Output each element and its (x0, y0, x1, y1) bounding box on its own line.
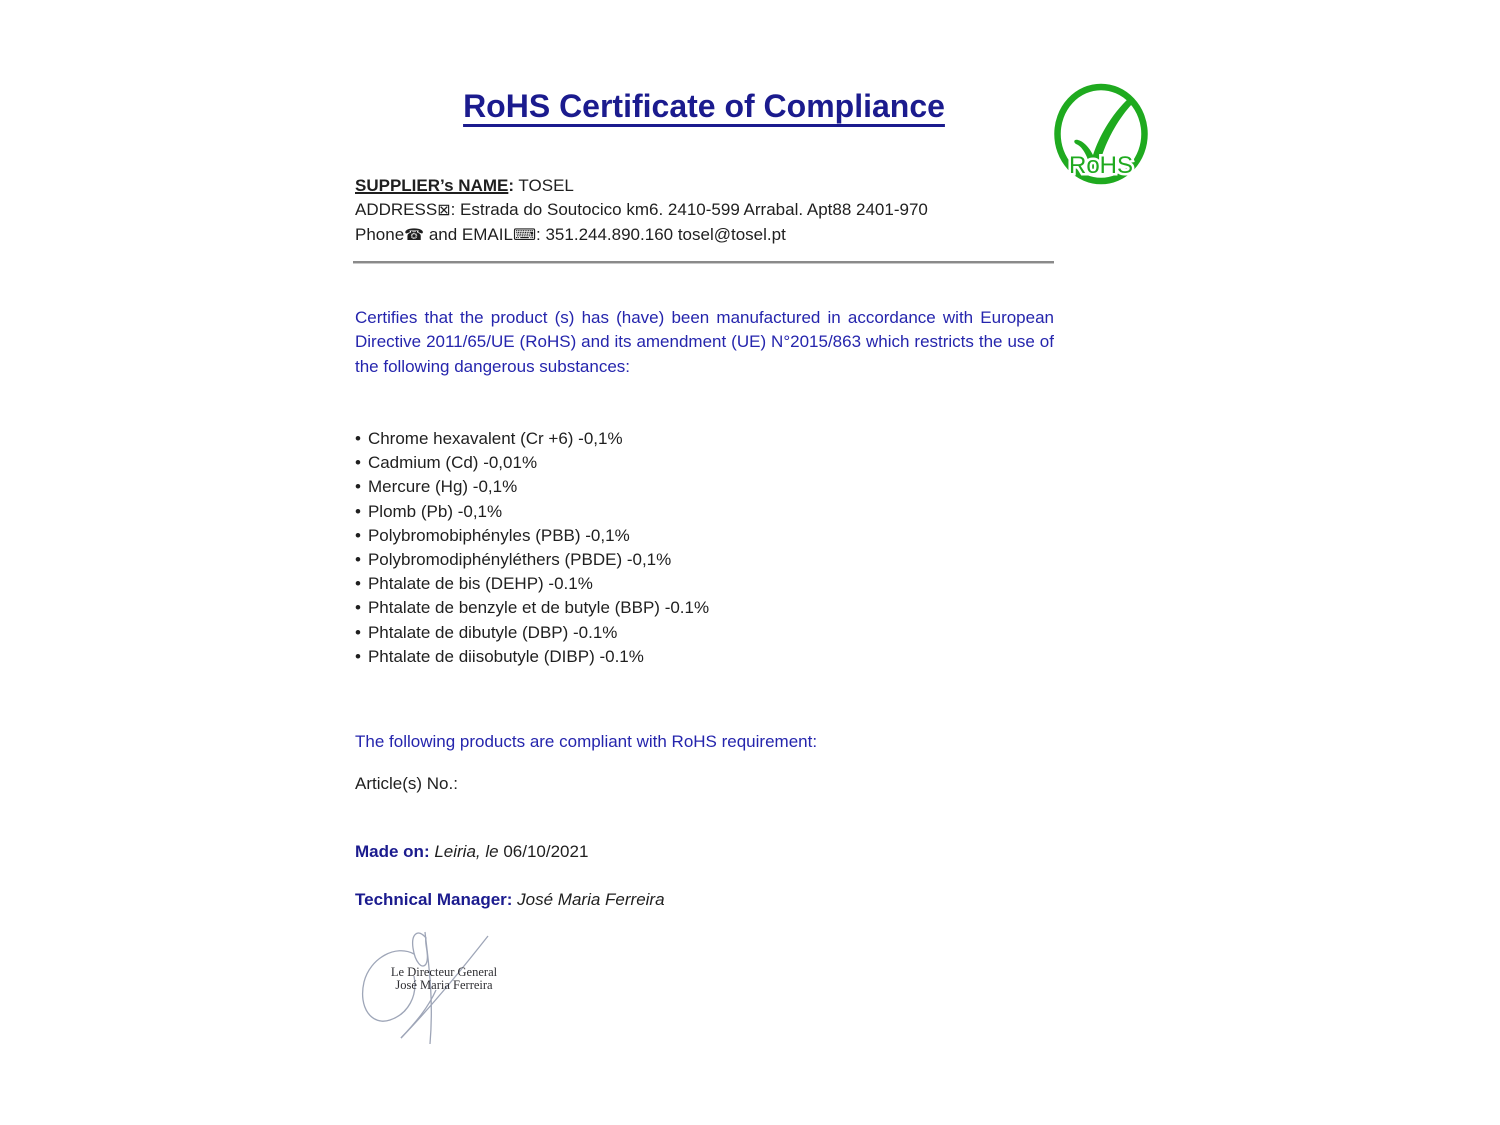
substance-item: • Phtalate de diisobutyle (DIBP) -0.1% (355, 645, 1054, 669)
technical-manager-line (355, 890, 1054, 910)
article-number-label: Article(s) No.: (355, 774, 458, 793)
phone-icon: ☎ (404, 227, 425, 244)
rohs-logo (1053, 83, 1149, 185)
made-on-label: Made on: (355, 842, 430, 861)
address-value: : Estrada do Soutocico km6. 2410-599 Arrabal. Apt88 2401-970 (450, 200, 928, 219)
made-on-place: Leiria, le (429, 842, 499, 861)
substance-item: • Mercure (Hg) -0,1% (355, 475, 1054, 499)
substance-item: • Plomb (Pb) -0,1% (355, 500, 1054, 524)
made-on-date: 06/10/2021 (498, 842, 589, 861)
supplier-name-label: SUPPLIER’s NAME (355, 176, 509, 195)
envelope-icon: ⊠ (437, 202, 451, 219)
certification-paragraph: Certifies that the product (s) has (have) been manufactured in accordance with European Directive 2011/65/UE (RoHS) and its amendment (UE) N°2015/863 which restricts the use of the following dangerous substances: (355, 308, 1054, 376)
email-label: and EMAIL (424, 225, 513, 244)
supplier-block (355, 174, 1055, 248)
supplier-contact-line (355, 223, 1055, 248)
substance-item: • Polybromobiphényles (PBB) -0,1% (355, 524, 1054, 548)
substance-item: • Phtalate de dibutyle (DBP) -0.1% (355, 621, 1054, 645)
substance-item: • Phtalate de benzyle et de butyle (BBP) -0.1% (355, 596, 1054, 620)
technical-manager-label: Technical Manager: (355, 890, 513, 909)
contact-value: : 351.244.890.160 tosel@tosel.pt (536, 225, 786, 244)
compliance-statement: The following products are compliant with RoHS requirement: (355, 732, 818, 751)
stamp-line-2: José Maria Ferreira (395, 978, 493, 992)
rohs-logo-graphic (1053, 83, 1149, 185)
phone-label: Phone (355, 225, 405, 244)
substances-list (355, 427, 1054, 669)
computer-icon: ⌨ (512, 227, 537, 244)
supplier-address-line (355, 198, 1055, 223)
made-on-line (355, 842, 1054, 862)
supplier-name-value: TOSEL (514, 176, 574, 195)
supplier-name-colon: : (508, 176, 515, 195)
substance-item: • Polybromodiphényléthers (PBDE) -0,1% (355, 548, 1054, 572)
technical-manager-name: José Maria Ferreira (512, 890, 665, 909)
address-label: ADDRESS (355, 200, 438, 219)
supplier-name-line (355, 174, 1055, 198)
substance-item: • Phtalate de bis (DEHP) -0.1% (355, 572, 1054, 596)
stamp-line-1: Le Directeur General (390, 965, 498, 979)
page-title: RoHS Certificate of Compliance (463, 88, 945, 124)
substance-item: • Chrome hexavalent (Cr +6) -0,1% (355, 427, 1054, 451)
section-divider (353, 261, 1054, 264)
logo-text: RoHS (1068, 152, 1134, 179)
signature-stamp (388, 966, 500, 992)
substance-item: • Cadmium (Cd) -0,01% (355, 451, 1054, 475)
